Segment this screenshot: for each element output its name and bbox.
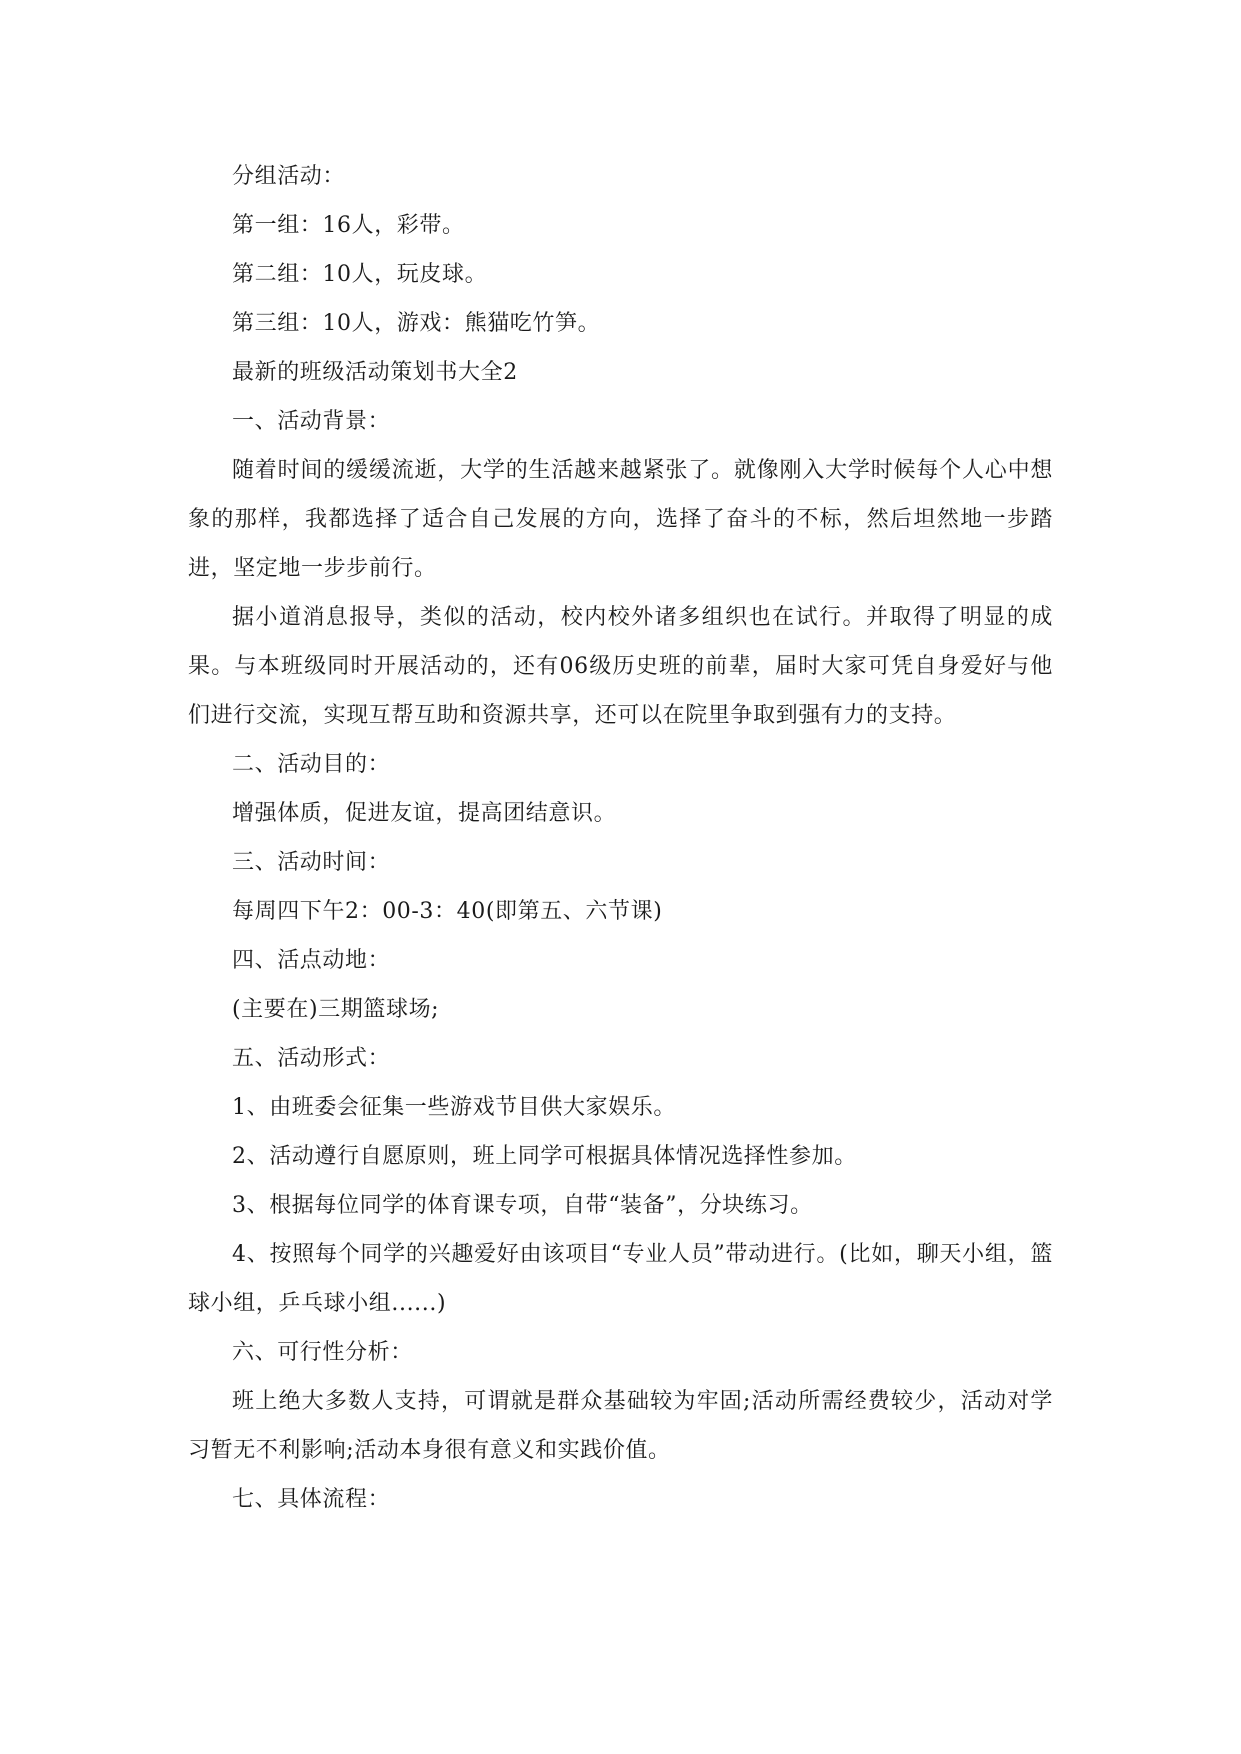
heading-background: 一、活动背景： xyxy=(232,409,391,434)
paragraph-group-one: 第一组：16人，彩带。 xyxy=(232,213,465,238)
section-title: 最新的班级活动策划书大全2 xyxy=(232,360,518,385)
heading-location: 四、活点动地： xyxy=(232,948,391,973)
paragraph-group-two: 第二组：10人，玩皮球。 xyxy=(232,262,488,287)
paragraph-format-1: 1、由班委会征集一些游戏节目供大家娱乐。 xyxy=(232,1095,676,1120)
heading-format: 五、活动形式： xyxy=(232,1046,391,1071)
paragraph-location: (主要在)三期篮球场; xyxy=(232,997,440,1022)
paragraph-background-1: 随着时间的缓缓流逝，大学的生活越来越紧张了。就像刚入大学时候每个人心中想象的那样，我都选择了适合自己发展的方向，选择了奋斗的不标，然后坦然地一步踏进，坚定地一步步前行。 xyxy=(188,458,1053,581)
paragraph-group-activity-heading: 分组活动： xyxy=(232,164,346,189)
paragraph-format-2: 2、活动遵行自愿原则，班上同学可根据具体情况选择性参加。 xyxy=(232,1144,857,1169)
paragraph-group-three: 第三组：10人，游戏：熊猫吃竹笋。 xyxy=(232,311,601,336)
heading-process: 七、具体流程： xyxy=(232,1487,391,1512)
paragraph-purpose: 增强体质，促进友谊，提高团结意识。 xyxy=(232,801,617,826)
heading-feasibility: 六、可行性分析： xyxy=(232,1340,413,1365)
heading-time: 三、活动时间： xyxy=(232,850,391,875)
paragraph-time: 每周四下午2：00-3：40(即第五、六节课) xyxy=(232,899,663,924)
paragraph-background-2: 据小道消息报导，类似的活动，校内校外诸多组织也在试行。并取得了明显的成果。与本班级同时开展活动的，还有06级历史班的前辈，届时大家可凭自身爱好与他们进行交流，实现互帮互助和资源共享，还可以在院里争取到强有力的支持。 xyxy=(188,605,1053,728)
paragraph-format-4: 4、按照每个同学的兴趣爱好由该项目“专业人员”带动进行。(比如，聊天小组，篮球小组，乒乓球小组......) xyxy=(188,1242,1053,1316)
paragraph-format-3: 3、根据每位同学的体育课专项，自带“装备”，分块练习。 xyxy=(232,1193,813,1218)
paragraph-feasibility: 班上绝大多数人支持，可谓就是群众基础较为牢固;活动所需经费较少，活动对学习暂无不利影响;活动本身很有意义和实践价值。 xyxy=(188,1389,1053,1463)
document-body xyxy=(188,152,1053,1524)
heading-purpose: 二、活动目的： xyxy=(232,752,391,777)
